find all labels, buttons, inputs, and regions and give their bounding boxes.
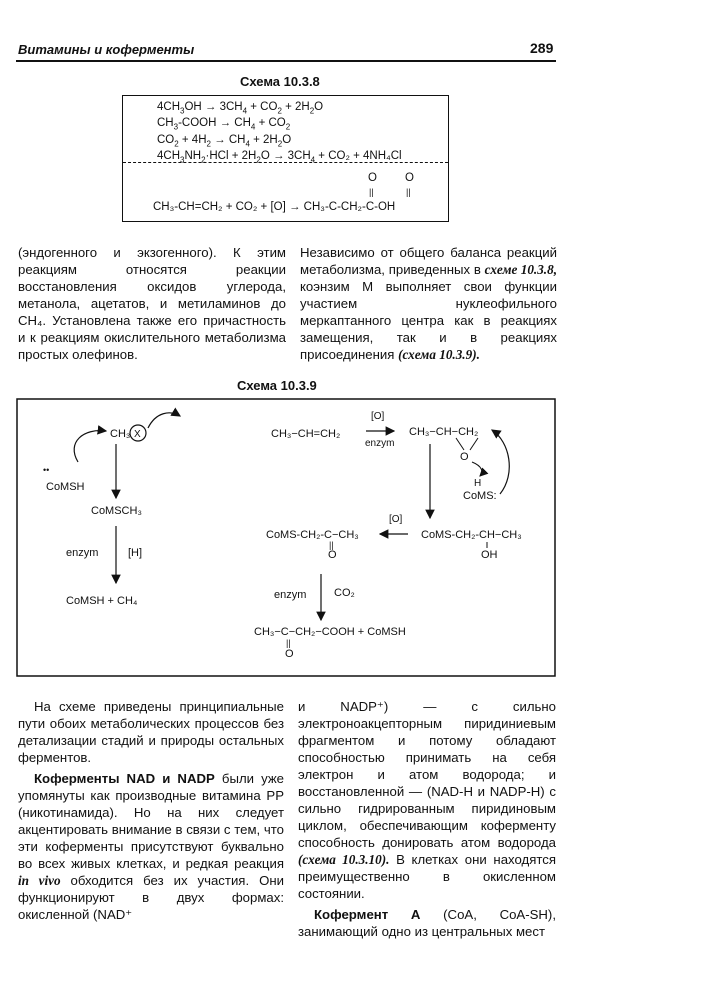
equation-2: $CH_3$-COOH → $CH_4 + CO_2$ xyxy=(157,117,291,132)
scheme-reference: (схема 10.3.9). xyxy=(398,347,480,362)
equation-3: $CO_2 + 4H_2 \to CH_4 + 2H_2O$ xyxy=(157,133,292,148)
epoxide-oxygen: O xyxy=(460,451,469,463)
final-oxygen: O xyxy=(285,648,294,660)
in-vivo-term: in vivo xyxy=(18,873,61,888)
ketone-label: CoMS-CH₂-C−CH₃ xyxy=(266,529,359,541)
page-number: 289 xyxy=(530,40,554,56)
oxidation-label-2: [O] xyxy=(389,514,403,525)
propene-label: CH₃−CH=CH₂ xyxy=(271,428,341,440)
enzym-label-1: enzym xyxy=(365,438,395,449)
h-attach: H xyxy=(474,478,482,489)
paragraph-scheme-summary: На схеме приведены принципиальные пути обоих метаболических процессов без детализации стадий и природы остальных ферментов. xyxy=(18,699,284,765)
paragraph-coa: Кофермент А (CoA, CoA-SH), занимающий одно из центральных мест xyxy=(298,907,556,939)
paragraph-right-1: Независимо от общего баланса реакций метаболизма, приведенных в схеме 10.3.8, коэнзим М выполняет свои функции участием нуклеофильного меркаптанного центра как в реакциях замещения, так и в реакциях присоединения (схема 10.3.9). xyxy=(300,245,557,362)
final-product: CH₃−C−CH₂−COOH + CoMSH xyxy=(254,626,406,638)
running-header-title: Витамины и коферменты xyxy=(18,42,195,57)
equation-1: $4CH_3OH \to 3CH_4 + CO_2 + 2H_2O$ xyxy=(157,101,324,116)
paragraph-left-1: (эндогенного и экзогенного). К этим реакциям относятся реакции восстановления оксидов углерода, метанола, ацетатов, и метиламинов до CH₄. Установлена также его причастность и к реакциям окислительного метаболизма простых олефинов. xyxy=(18,245,286,362)
enzym-label-2: enzym xyxy=(274,589,307,601)
lone-pair: •• xyxy=(43,465,50,475)
h-label: [H] xyxy=(128,547,143,559)
epoxide-label: CH₃−CH−CH₂ xyxy=(409,426,479,438)
final-double-bond: || xyxy=(286,638,291,648)
curved-arrow-1 xyxy=(74,431,106,462)
leaving-group-x: X xyxy=(134,429,141,440)
oxygen-2: O xyxy=(405,172,414,184)
heading-nad: Коферменты NAD и NADP xyxy=(34,771,215,786)
co2-label: CO₂ xyxy=(334,587,355,599)
scheme-1-equations xyxy=(157,101,402,166)
hydroxyl-label: OH xyxy=(481,549,498,561)
header-rule xyxy=(16,60,556,62)
scheme-1-caption: Схема 10.3.8 xyxy=(240,74,320,89)
alcohol-label: CoMS-CH₂-CH−CH₃ xyxy=(421,529,522,541)
scheme-2-diagram xyxy=(16,398,556,678)
epoxide-bond-2 xyxy=(470,438,478,450)
scheme-1-divider xyxy=(123,162,448,163)
equation-4: $4CH_3NH_2\cdot HCl + 2H_2O \to 3CH_4 + CO_2 + 4NH_4Cl$ xyxy=(157,149,402,165)
paragraph-left-2 xyxy=(18,698,284,923)
scheme-reference: схеме 10.3.8, xyxy=(484,262,557,277)
double-bond-2: || xyxy=(406,187,411,197)
methyl-label: CH₃ xyxy=(110,428,131,440)
coms-label: CoMS: xyxy=(463,490,497,502)
paragraph-nad-continued: и NADP⁺) — с сильно электроноакцепторным пиридиниевым фрагментом и потому обладают способностью принимать на себя электрон и атом водорода; и восстановленной — (NAD-H и NADP-H) с сильно гидрированным пиридиновым циклом, обеспечивающим коферменту способность донировать атом водорода (схема 10.3.10). В клетках они находятся преимущественно в окисленном состоянии. xyxy=(298,699,556,901)
comsh-label: CoMSH xyxy=(46,481,85,493)
paragraph-right-2 xyxy=(298,698,556,940)
ketone-double-bond: || xyxy=(329,540,334,550)
scheme-2-caption: Схема 10.3.9 xyxy=(237,378,317,393)
scheme-1-box xyxy=(122,95,449,222)
scheme-reference: (схема 10.3.10). xyxy=(298,852,390,867)
double-bond-1: || xyxy=(369,187,374,197)
enzym-label-left: enzym xyxy=(66,547,99,559)
olefin-equation: CH₃-CH=CH₂ + CO₂ + [O] → CH₃-C-CH₂-C-OH xyxy=(153,201,396,213)
products-left: CoMSH + CH₄ xyxy=(66,595,138,607)
heading-coa: Кофермент А xyxy=(314,907,421,922)
paragraph-nad: Коферменты NAD и NADP были уже упомянуты как производные витамина PP (никотинамида). Но на них следует акцентировать внимание в связи с тем, что эти коферменты присутствуют буквально во всех живых клетках, и редкая реакция in vivo обходится без их участия. Они функционируют в двух формах: окисленной (NAD⁺ xyxy=(18,771,285,922)
comsch3-label: CoMSCH₃ xyxy=(91,505,142,517)
oxidation-label-1: [O] xyxy=(371,411,385,422)
curved-arrow-3 xyxy=(472,462,482,476)
curved-arrow-4 xyxy=(492,430,509,494)
oxygen-1: O xyxy=(368,172,377,184)
ketone-oxygen: O xyxy=(328,549,337,561)
curved-arrow-2 xyxy=(148,413,180,428)
epoxide-bond-1 xyxy=(456,438,464,450)
